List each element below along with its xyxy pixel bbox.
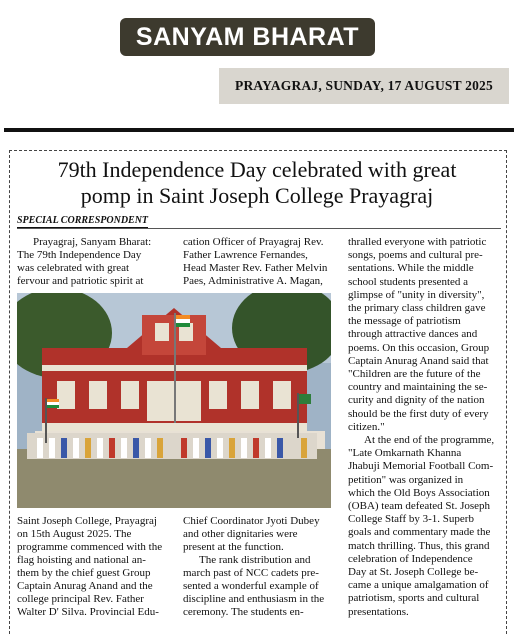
headline-line-1: 79th Independence Day celebrated with great bbox=[57, 157, 457, 182]
text-line: which the Old Boys Association bbox=[348, 486, 490, 499]
text-line: "Children are the future of the bbox=[348, 368, 481, 381]
masthead-logo bbox=[120, 18, 375, 56]
text-line: (OBA) team defeated St. Joseph bbox=[348, 500, 491, 513]
text-line: The rank distribution and bbox=[199, 554, 311, 566]
text-line: Captain Anurag Anand and the bbox=[17, 580, 153, 592]
text-line: Saint Joseph College, Prayagraj bbox=[17, 515, 157, 527]
text-line: curity and dignity of the nation bbox=[348, 394, 485, 407]
text-line: thralled everyone with patriotic bbox=[348, 236, 487, 248]
text-line: Walter D' Silva. Provincial Edu- bbox=[17, 606, 159, 618]
text-line: Chief Coordinator Jyoti Dubey bbox=[183, 515, 320, 527]
column-1-bottom bbox=[17, 515, 170, 619]
college-celebration-photo bbox=[17, 293, 331, 508]
text-line: on 15th August 2025. The bbox=[17, 528, 132, 540]
text-line: Paes, Administrative A. Magan, bbox=[183, 275, 323, 287]
event-photo bbox=[17, 293, 331, 508]
dateline-banner bbox=[219, 68, 509, 104]
text-line: the primary class children gave bbox=[348, 302, 486, 315]
text-line: march past of NCC cadets pre- bbox=[183, 567, 319, 579]
byline: SPECIAL CORRESPONDENT bbox=[17, 215, 149, 226]
text-line: sentations. While the middle bbox=[348, 262, 474, 275]
text-line: flag hoisting and national an- bbox=[17, 554, 146, 566]
masthead-title: SANYAM BHARAT bbox=[135, 22, 360, 51]
text-line: citizen." bbox=[348, 420, 385, 433]
text-line: Father Lawrence Fernandes, bbox=[183, 249, 308, 261]
text-line: petition" was organized in bbox=[348, 473, 464, 486]
text-line: "Late Omkarnath Khanna bbox=[348, 447, 462, 460]
text-line: The 79th Independence Day bbox=[17, 249, 142, 261]
text-line: should be the first duty of every bbox=[348, 407, 489, 420]
text-line: through attractive dances and bbox=[348, 328, 478, 341]
dateline-text: PRAYAGRAJ, SUNDAY, 17 AUGUST 2025 bbox=[235, 78, 493, 93]
text-line: ceremony. The students en- bbox=[183, 606, 304, 618]
article-frame-right bbox=[506, 150, 508, 634]
text-line: At the end of the programme, bbox=[364, 434, 495, 447]
text-line: came a unique amalgamation of bbox=[348, 579, 489, 592]
text-line: patriotism, sports and cultural bbox=[348, 592, 480, 605]
text-line: school students presented a bbox=[348, 275, 469, 288]
column-2-bottom bbox=[183, 515, 335, 619]
text-line: match thrilling. Thus, this grand bbox=[348, 539, 490, 552]
text-line: them by the chief guest Group bbox=[17, 567, 151, 579]
text-line: goals and commentary made the bbox=[348, 526, 491, 539]
column-1-top bbox=[17, 236, 170, 288]
text-line: college principal Rev. Father bbox=[17, 593, 144, 605]
text-line: and other dignitaries were bbox=[183, 528, 298, 540]
text-line: Captain Anurag Anand said that bbox=[348, 354, 489, 367]
text-line: sented a wonderful example of bbox=[183, 580, 319, 592]
text-line: fervour and patriotic spirit at bbox=[17, 275, 144, 287]
text-line: Jhabuji Memorial Football Com- bbox=[348, 460, 494, 473]
text-line: presentations. bbox=[348, 605, 409, 618]
headline-line-2: pomp in Saint Joseph College Prayagraj bbox=[80, 183, 434, 208]
column-3 bbox=[348, 236, 500, 619]
text-line: the message of patriotism bbox=[348, 315, 461, 328]
text-line: cation Officer of Prayagraj Rev. bbox=[183, 236, 324, 248]
text-line: country and maintaining the se- bbox=[348, 381, 488, 394]
article-headline bbox=[12, 157, 502, 209]
text-line: songs, poems and cultural pre- bbox=[348, 249, 483, 262]
text-line: celebration of Independence bbox=[348, 552, 473, 565]
header-rule bbox=[4, 128, 514, 132]
text-line: College Staff by 3-1. Superb bbox=[348, 513, 474, 526]
text-line: programme commenced with the bbox=[17, 541, 163, 553]
byline-rule bbox=[17, 228, 501, 229]
text-line: discipline and enthusiasm in the bbox=[183, 593, 325, 605]
text-line: poems. On this occasion, Group bbox=[348, 341, 490, 354]
column-2-top bbox=[183, 236, 335, 288]
text-line: was celebrated with great bbox=[17, 262, 130, 274]
text-line: Prayagraj, Sanyam Bharat: bbox=[33, 236, 152, 248]
text-line: Day at St. Joseph College be- bbox=[348, 566, 479, 579]
text-line: glimpse of "unity in diversity", bbox=[348, 288, 485, 301]
text-line: Head Master Rev. Father Melvin bbox=[183, 262, 328, 274]
text-line: present at the function. bbox=[183, 541, 284, 553]
